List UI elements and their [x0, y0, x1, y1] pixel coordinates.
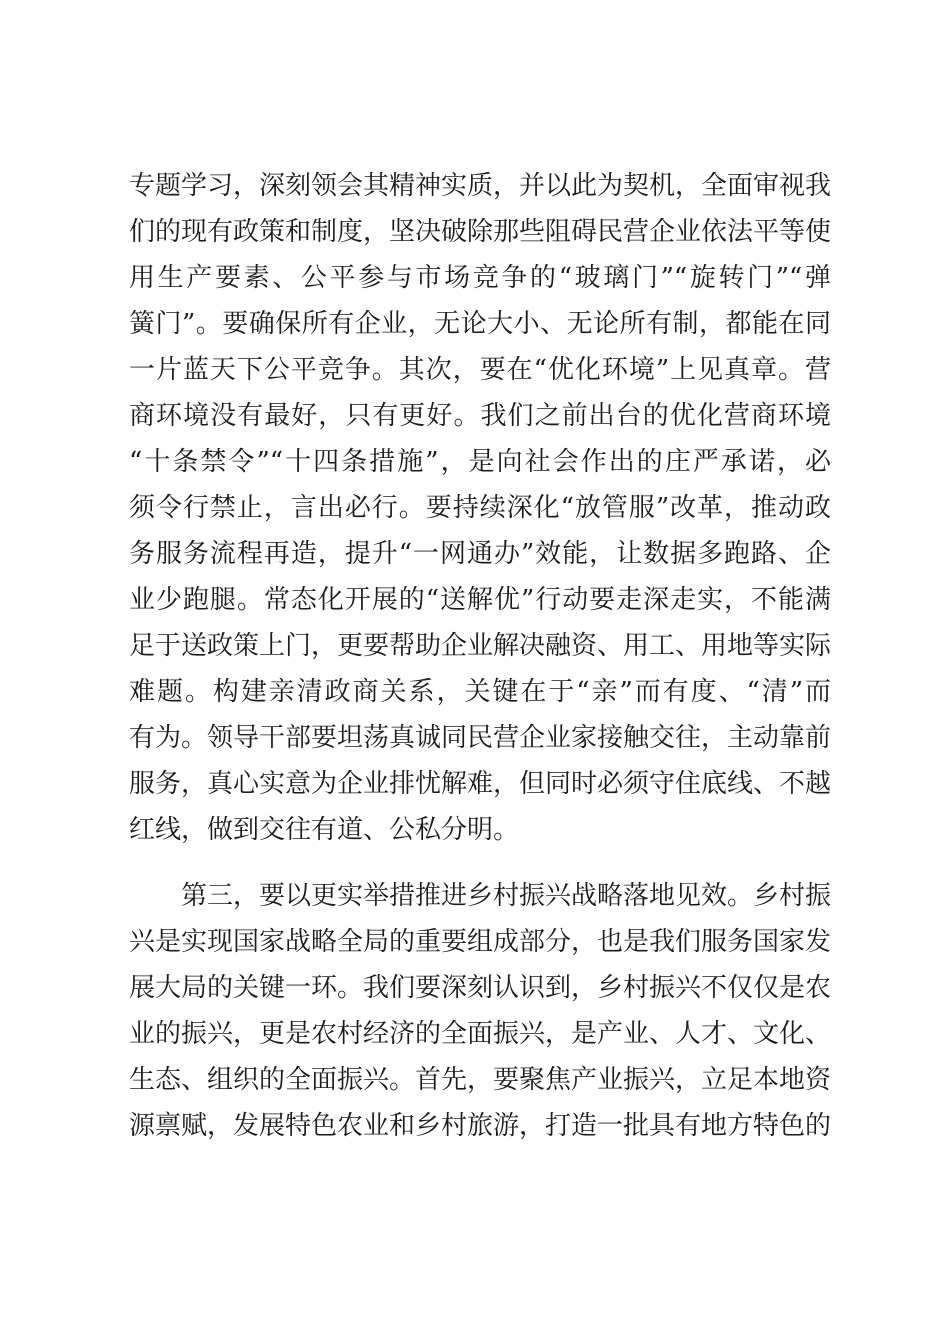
paragraph-line: 兴是实现国家战略全局的重要组成部分，也是我们服务国家发	[129, 927, 832, 957]
paragraph-line: 红线，做到交往有道、公私分明。	[129, 815, 520, 845]
paragraph-line: “十条禁令”“十四条措施”，是向社会作出的庄严承诺，必	[129, 447, 831, 477]
paragraph-line: 务服务流程再造，提升“一网通办”效能，让数据多跑路、企	[129, 539, 831, 569]
paragraph-line: 业少跑腿。常态化开展的“送解优”行动要走深走实，不能满	[129, 585, 831, 615]
paragraph-line: 用生产要素、公平参与市场竞争的“玻璃门”“旋转门”“弹	[129, 263, 831, 293]
paragraph-line: 服务，真心实意为企业排忧解难，但同时必须守住底线、不越	[129, 769, 832, 799]
paragraph-line: 商环境没有最好，只有更好。我们之前出台的优化营商环境	[129, 401, 831, 431]
paragraph-line: 们的现有政策和制度，坚决破除那些阻碍民营企业依法平等使	[129, 217, 832, 247]
paragraph-line: 展大局的关键一环。我们要深刻认识到，乡村振兴不仅仅是农	[129, 973, 832, 1003]
paragraph-line: 须令行禁止，言出必行。要持续深化“放管服”改革，推动政	[129, 493, 831, 523]
paragraph-line: 足于送政策上门，更要帮助企业解决融资、用工、用地等实际	[129, 631, 832, 661]
paragraph-line: 一片蓝天下公平竞争。其次，要在“优化环境”上见真章。营	[129, 355, 831, 385]
paragraph-line: 专题学习，深刻领会其精神实质，并以此为契机，全面审视我	[129, 171, 832, 201]
paragraph-line: 业的振兴，更是农村经济的全面振兴，是产业、人才、文化、	[129, 1019, 832, 1049]
paragraph-line: 第三，要以更实举措推进乡村振兴战略落地见效。乡村振	[181, 881, 832, 911]
paragraph-line: 簧门”。要确保所有企业，无论大小、无论所有制，都能在同	[129, 309, 831, 339]
paragraph-line: 生态、组织的全面振兴。首先，要聚焦产业振兴，立足本地资	[129, 1065, 832, 1095]
paragraph-line: 难题。构建亲清政商关系，关键在于“亲”而有度、“清”而	[129, 677, 831, 707]
paragraph-line: 有为。领导干部要坦荡真诚同民营企业家接触交往，主动靠前	[129, 723, 832, 753]
paragraph-line: 源禀赋，发展特色农业和乡村旅游，打造一批具有地方特色的	[129, 1111, 832, 1141]
